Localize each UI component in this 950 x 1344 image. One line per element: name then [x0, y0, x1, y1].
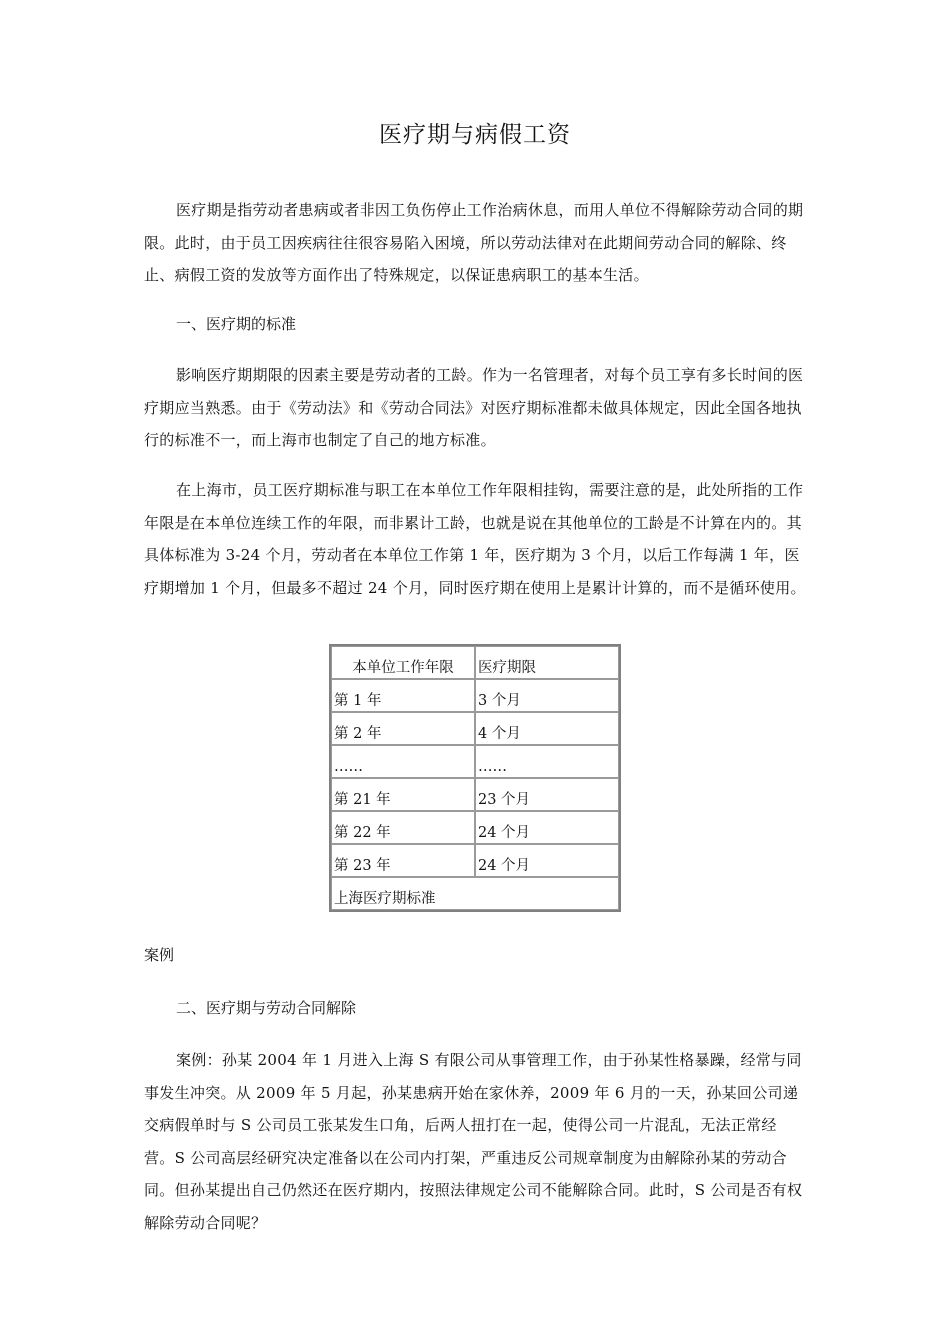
table-header-cell: 医疗期限	[475, 646, 619, 679]
table-caption-row	[331, 877, 619, 910]
table-cell-period: 4 个月	[475, 712, 619, 745]
table-cell-years: ……	[331, 745, 475, 778]
table-cell-years: 第 22 年	[331, 811, 475, 844]
medical-period-table-wrap	[329, 644, 621, 912]
table-row	[331, 844, 619, 877]
section-1-paragraph-1: 影响医疗期期限的因素主要是劳动者的工龄。作为一名管理者，对每个员工享有多长时间的医疗期应当熟悉。由于《劳动法》和《劳动合同法》对医疗期标准都未做具体规定，因此全国各地执行的标准不一，而上海市也制定了自己的地方标准。	[144, 366, 804, 449]
section-2-paragraph: 案例：孙某 2004 年 1 月进入上海 S 有限公司从事管理工作，由于孙某性格暴躁，经常与同事发生冲突。从 2009 年 5 月起，孙某患病开始在家休养，2009 年 6 月的一天，孙某回公司递交病假单时与 S 公司员工张某发生口角，后两人扭打在一起，使得公司一片混乱，无法正常经营。S 公司高层经研究决定准备以在公司内打架，严重违反公司规章制度为由解除孙某的劳动合同。但孙某提出自己仍然还在医疗期内，按照法律规定公司不能解除合同。此时，S 公司是否有权解除劳动合同呢？	[144, 1051, 803, 1232]
table-cell-years: 第 23 年	[331, 844, 475, 877]
table-row	[331, 745, 619, 778]
case-label: 案例	[144, 946, 175, 964]
table-cell-years: 第 2 年	[331, 712, 475, 745]
table-header-row	[331, 646, 619, 679]
table-cell-period: 3 个月	[475, 679, 619, 712]
section-2-heading: 二、医疗期与劳动合同解除	[176, 999, 357, 1017]
table-cell-years: 第 1 年	[331, 679, 475, 712]
table-caption: 上海医疗期标准	[331, 877, 619, 910]
document-title: 医疗期与病假工资	[379, 122, 571, 148]
table-header-cell: 本单位工作年限	[331, 646, 475, 679]
table-row	[331, 811, 619, 844]
table-cell-period: 24 个月	[475, 844, 619, 877]
table-row	[331, 679, 619, 712]
table-cell-period: 24 个月	[475, 811, 619, 844]
table-cell-period: 23 个月	[475, 778, 619, 811]
section-1-paragraph-2: 在上海市，员工医疗期标准与职工在本单位工作年限相挂钩，需要注意的是，此处所指的工作年限是在本单位连续工作的年限，而非累计工龄，也就是说在其他单位的工龄是不计算在内的。其具体标准为 3-24 个月，劳动者在本单位工作第 1 年，医疗期为 3 个月，以后工作每满 1 年，医疗期增加 1 个月，但最多不超过 24 个月，同时医疗期在使用上是累计计算的，而不是循环使用。	[144, 481, 806, 597]
intro-paragraph: 医疗期是指劳动者患病或者非因工负伤停止工作治病休息，而用人单位不得解除劳动合同的期限。此时，由于员工因疾病往往很容易陷入困境，所以劳动法律对在此期间劳动合同的解除、终止、病假工资的发放等方面作出了特殊规定，以保证患病职工的基本生活。	[144, 201, 804, 284]
table-row	[331, 778, 619, 811]
section-1-heading: 一、医疗期的标准	[176, 315, 297, 333]
table-cell-period: ……	[475, 745, 619, 778]
medical-period-table	[329, 644, 621, 912]
table-row	[331, 712, 619, 745]
table-cell-years: 第 21 年	[331, 778, 475, 811]
